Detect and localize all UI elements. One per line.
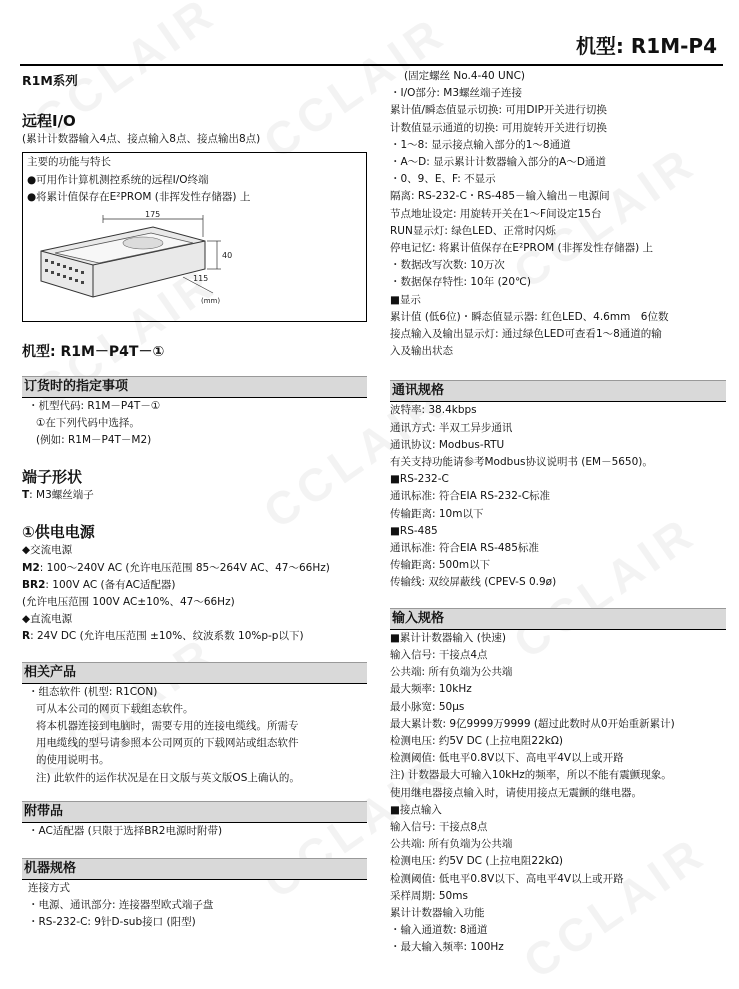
related-line: 将本机器连接到电脑时，需要专用的连接电缆线。所需专 (36, 720, 299, 733)
spec-line: ・0、9、E、F: 不显示 (390, 173, 496, 186)
comm-line: 传输距离: 10m以下 (390, 507, 484, 520)
left-column (22, 68, 367, 932)
input-line: 累计计数器输入功能 (390, 906, 485, 919)
power-br2-desc: : 100V AC (备有AC适配器) (45, 578, 176, 591)
features-title: 主要的功能与特长 (27, 156, 111, 169)
feature-item: ●可用作计算机测控系统的远程I/O终端 (27, 173, 209, 186)
input-line: ・输入通道数: 8通道 (390, 924, 488, 937)
input-line: 公共端: 所有负端为公共端 (390, 838, 513, 851)
model-heading: 机型: R1M－P4T－① (22, 344, 165, 361)
product-desc: (累计计数器输入4点、接点输入8点、接点输出8点) (22, 133, 261, 146)
input-line: 输入信号: 干接点8点 (390, 820, 488, 833)
spec-line: 连接方式 (28, 882, 70, 895)
section-comm: 通讯规格 (390, 380, 726, 402)
comm-line: 通讯协议: Modbus-RTU (390, 438, 505, 451)
order-line: ・机型代码: R1M－P4T－① (28, 399, 161, 412)
spec-line: ・数据保存特性: 10年 (20℃) (390, 276, 531, 289)
spec-line: 累计值 (低6位)・瞬态值显示器: 红色LED、4.6mm 6位数 (390, 310, 669, 323)
input-line: 最大累计数: 9亿9999万9999 (超过此数时从0开始重新累计) (390, 717, 675, 730)
spec-line: ・电源、通讯部分: 连接器型欧式端子盘 (28, 899, 214, 912)
input-line: ■累计计数器输入 (快速) (390, 631, 506, 644)
dim-height-label: 40 (222, 251, 233, 261)
features-box (22, 152, 367, 322)
power-dc-title: ◆直流电源 (22, 613, 73, 626)
spec-line: 计数值显示通道的切换: 可用旋转开关进行切换 (390, 121, 607, 134)
power-heading: ①供电电源 (22, 523, 95, 542)
input-line: 最大频率: 10kHz (390, 683, 472, 696)
feature-item: ●将累计值保存在E²PROM (非挥发性存储器) 上 (27, 190, 251, 203)
dim-unit-label: (mm) (201, 297, 221, 306)
spec-line: 节点地址设定: 用旋转开关在1～F间设定15台 (390, 207, 602, 220)
power-br2-code: BR2 (22, 578, 46, 591)
spec-line: ・A～D: 显示累计计数器输入部分的A～D通道 (390, 156, 606, 169)
spec-line: ・数据改写次数: 10万次 (390, 259, 505, 272)
comm-line: 通讯方式: 半双工异步通讯 (390, 421, 513, 434)
spec-line: (固定螺丝 No.4-40 UNC) (404, 70, 526, 82)
top-rule (20, 64, 723, 66)
input-line: 最小脉宽: 50μs (390, 700, 465, 713)
power-m2 (22, 560, 367, 577)
power-br2-note: (允许电压范围 100V AC±10%、47～66Hz) (22, 596, 235, 609)
section-accessories: 附带品 (22, 801, 367, 823)
series-title: R1M系列 (22, 73, 78, 88)
order-line: ①在下列代码中选择。 (36, 416, 140, 429)
section-order: 订货时的指定事项 (22, 376, 367, 398)
comm-line: 有关支持功能请参考Modbus协议说明书 (EM－5650)。 (390, 456, 653, 469)
related-line: 的使用说明书。 (36, 754, 110, 767)
input-line: 注) 计数器最大可输入10kHz的频率，所以不能有震颤现象。 (390, 769, 672, 782)
input-line: 检测阈值: 低电平0.8V以下、高电平4V以上或开路 (390, 752, 624, 765)
spec-line: 累计值/瞬态值显示切换: 可用DIP开关进行切换 (390, 104, 607, 117)
power-r-code: R (22, 630, 31, 643)
product-title: 远程I/O (22, 112, 76, 131)
input-line: 检测电压: 约5V DC (上拉电阻22kΩ) (390, 855, 563, 868)
comm-line: 传输距离: 500m以下 (390, 559, 491, 572)
power-r-desc: : 24V DC (允许电压范围 ±10%、纹波系数 10%p-p以下) (30, 630, 304, 643)
spec-line: ・RS-232-C: 9针D-sub接口 (阳型) (28, 916, 196, 929)
input-line: 公共端: 所有负端为公共端 (390, 666, 513, 679)
input-line: 检测电压: 约5V DC (上拉电阻22kΩ) (390, 734, 563, 747)
related-line: ・组态软件 (机型: R1CON) (28, 685, 158, 698)
spec-line: 入及输出状态 (390, 345, 453, 358)
power-r (22, 628, 367, 645)
section-related: 相关产品 (22, 662, 367, 684)
comm-line: 通讯标准: 符合EIA RS-485标准 (390, 542, 539, 555)
dim-depth-label: 115 (193, 274, 209, 284)
page-title: 机型: R1M-P4 (575, 34, 717, 58)
spec-line: 接点输入及输出显示灯: 通过绿色LED可查看1～8通道的输 (390, 328, 662, 341)
related-line: 用电缆线的型号请参照本公司网页的下载网站或组态软件 (36, 737, 299, 750)
spec-line: RUN显示灯: 绿色LED、正常时闪烁 (390, 224, 556, 237)
dim-width-label: 175 (145, 210, 161, 220)
spec-line: ・I/O部分: M3螺丝端子连接 (390, 87, 523, 100)
product-diagram (33, 207, 243, 311)
terminal-line (22, 487, 367, 504)
accessory-line: ・AC适配器 (只限于选择BR2电源时附带) (28, 824, 223, 837)
power-m2-code: M2 (22, 561, 40, 574)
power-m2-desc: : 100～240V AC (允许电压范围 85～264V AC、47～66Hz) (39, 561, 330, 574)
section-specs: 机器规格 (22, 858, 367, 880)
order-line: (例如: R1M－P4T－M2) (36, 434, 152, 447)
terminal-desc: : M3螺丝端子 (29, 489, 94, 502)
power-br2 (22, 577, 367, 594)
terminal-code: T (22, 489, 30, 502)
comm-line: ■RS-485 (390, 524, 438, 537)
related-line: 可从本公司的网页下载组态软件。 (36, 702, 194, 715)
input-line: ・最大输入频率: 100Hz (390, 941, 504, 954)
section-input: 输入规格 (390, 608, 726, 630)
power-ac-title: ◆交流电源 (22, 544, 73, 557)
comm-line: 通讯标准: 符合EIA RS-232-C标准 (390, 490, 551, 503)
comm-line: 传输线: 双绞屏蔽线 (CPEV-S 0.9ø) (390, 576, 557, 589)
right-column (390, 68, 726, 957)
spec-line: 停电记忆: 将累计值保存在E²PROM (非挥发性存储器) 上 (390, 242, 654, 255)
spec-line: ・1～8: 显示接点输入部分的1～8通道 (390, 138, 571, 151)
input-line: 输入信号: 干接点4点 (390, 648, 488, 661)
comm-line: 波特率: 38.4kbps (390, 404, 477, 417)
input-line: ■接点输入 (390, 803, 442, 816)
related-line: 注) 此软件的运作状况是在日文版与英文版OS上确认的。 (36, 771, 300, 784)
comm-line: ■RS-232-C (390, 473, 449, 486)
input-line: 使用继电器接点输入时，请使用接点无震颤的继电器。 (390, 786, 642, 799)
spec-line: 隔离: RS-232-C・RS-485－输入输出－电源间 (390, 190, 610, 203)
terminal-heading: 端子形状 (22, 468, 83, 487)
spec-line: ■显示 (390, 293, 421, 306)
input-line: 采样周期: 50ms (390, 889, 468, 902)
input-line: 检测阈值: 低电平0.8V以下、高电平4V以上或开路 (390, 872, 624, 885)
